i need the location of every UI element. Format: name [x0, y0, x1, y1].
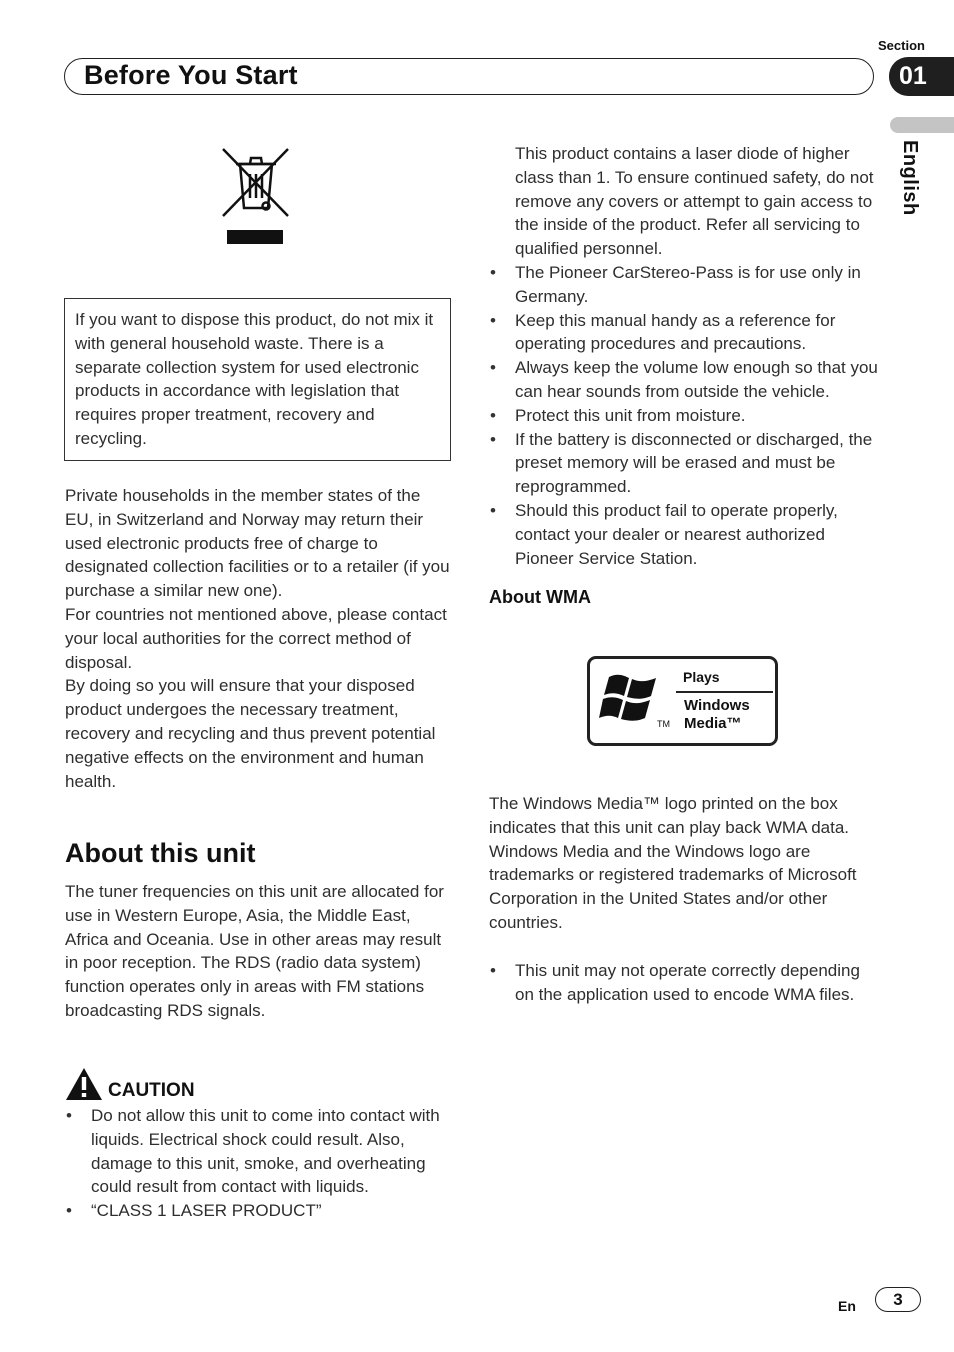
- disposal-notice-text: If you want to dispose this product, do not mix it with general household waste. There is a separate collection system for used electronic products in accordance with legislation that requires proper treatment, recovery and recycling.: [75, 310, 434, 448]
- footer-language-code: En: [838, 1298, 856, 1314]
- page-number: 3: [893, 1289, 903, 1309]
- list-item: • Should this product fail to operate properly, contact your dealer or nearest authorized Pioneer Service Station.: [489, 499, 879, 570]
- disposal-paragraph: For countries not mentioned above, please contact your local authorities for the correct method of disposal.: [65, 604, 447, 672]
- section-number-tab: [889, 57, 954, 96]
- wma-paragraph: The Windows Media™ logo printed on the box indicates that this unit can play back WMA data.: [489, 794, 850, 837]
- list-item: • Keep this manual handy as a reference for operating procedures and precautions.: [489, 309, 879, 357]
- caution-label: CAUTION: [108, 1080, 195, 1101]
- list-item: • Do not allow this unit to come into contact with liquids. Electrical shock could result. Also, damage to this unit, smoke, and overheating could result from contact with liquids.: [65, 1104, 450, 1199]
- windows-flag-icon: [599, 669, 661, 729]
- wma-list: [489, 959, 879, 1007]
- logo-tm-mark: TM: [657, 719, 670, 729]
- about-wma-heading: About WMA: [489, 587, 591, 607]
- about-unit-heading: About this unit: [65, 838, 256, 868]
- caution-list: [65, 1104, 450, 1223]
- list-item: • If the battery is disconnected or discharged, the preset memory will be erased and must be reprogrammed.: [489, 428, 879, 499]
- wma-paragraphs: [489, 792, 879, 935]
- list-item: • Always keep the volume low enough so that you can hear sounds from outside the vehicle.: [489, 356, 879, 404]
- laser-notice-text: This product contains a laser diode of higher class than 1. To ensure continued safety, do not remove any covers or attempt to gain access to the inside of the product. Refer all servicing to qualified personnel.: [515, 144, 874, 259]
- logo-media-text: Media™: [684, 715, 742, 732]
- language-label: English: [899, 140, 921, 216]
- list-item: • The Pioneer CarStereo-Pass is for use only in Germany.: [489, 261, 879, 309]
- list-item: • This unit may not operate correctly depending on the application used to encode WMA files.: [489, 959, 879, 1007]
- wma-paragraph: Windows Media and the Windows logo are trademarks or registered trademarks of Microsoft Corporation in the United States and/or other countries.: [489, 841, 857, 932]
- page-title: Before You Start: [84, 60, 298, 90]
- disposal-paragraph: By doing so you will ensure that your disposed product undergoes the necessary treatment, recovery and recycling and thus prevent potential negative effects on the environment and human health.: [65, 676, 436, 791]
- section-number: 01: [899, 62, 927, 90]
- logo-plays-text: Plays: [683, 669, 720, 685]
- list-item: • Protect this unit from moisture.: [489, 404, 879, 428]
- disposal-paragraphs: [65, 484, 450, 793]
- logo-divider: [676, 691, 773, 693]
- windows-media-logo: [587, 656, 778, 746]
- logo-windows-media-text: [684, 697, 750, 733]
- disposal-paragraph: Private households in the member states of the EU, in Switzerland and Norway may return their used electronic products free of charge to designated collection facilities or to a retailer (if you purchase a similar new one).: [65, 486, 450, 601]
- section-label: Section: [878, 38, 925, 53]
- list-item: • “CLASS 1 LASER PRODUCT”: [65, 1199, 450, 1223]
- crossed-out-bin-icon: [220, 146, 292, 246]
- logo-windows-text: Windows: [684, 697, 750, 714]
- page-number-badge: [875, 1287, 921, 1312]
- language-tab: [890, 117, 954, 133]
- precautions-list: [489, 261, 879, 570]
- disposal-notice-box: [64, 298, 451, 461]
- about-unit-text: The tuner frequencies on this unit are allocated for use in Western Europe, Asia, the Middle East, Africa and Oceania. Use in other areas may result in poor reception. The RDS (radio data system) function operates only in areas with FM stations broadcasting RDS signals.: [65, 882, 444, 1020]
- warning-triangle-icon: [64, 1066, 104, 1102]
